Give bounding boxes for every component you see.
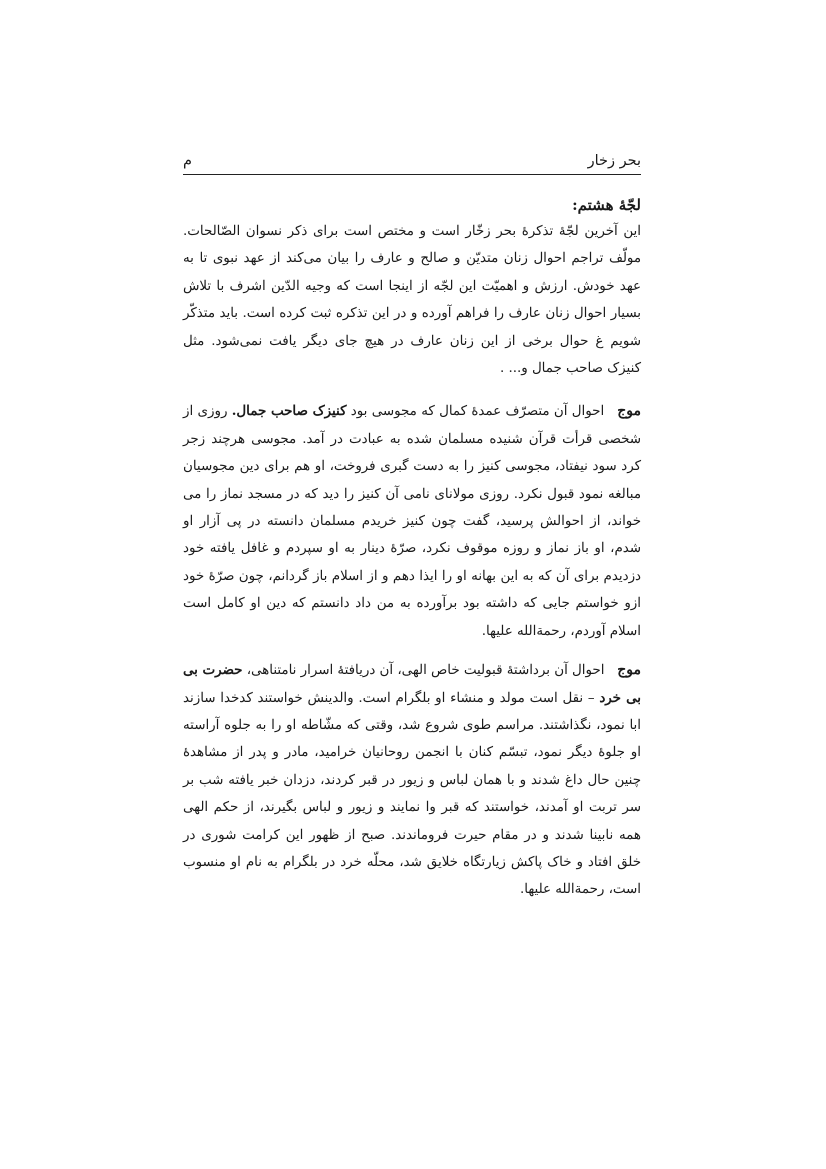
section-intro-paragraph: این آخرین لجّهٔ تذکرهٔ بحر زخّار است و مختص است برای ذکر نسوان الصّالحات. مولّف تراجم احوال زنان متدیّن و صالح و عارف را بیان می‌کند از عهد نبوی تا به عهد خودش. ارزش و اهمیّت این لجّه از اینجا است که وجیه الدّین اشرف با تلاش بسیار احوال زنان عارف را فراهم آورده و در این تذکره ثبت کرده است. باید متذکّر شویم غ حوال برخی از این زنان عارف در هیچ جای دیگر یافت نمی‌شود. مثل کنیزک صاحب جمال و... .	[183, 224, 641, 377]
section-heading: لجّهٔ هشتم:	[572, 196, 641, 214]
entry-paragraph	[183, 398, 641, 645]
entry-paragraph	[183, 657, 641, 904]
entry-name: کنیزک صاحب جمال.	[231, 403, 347, 420]
page-header	[183, 148, 641, 175]
entry-opening: احوال آن متصرّف عمدهٔ کمال که مجوسی بود	[350, 404, 605, 420]
book-title: بحر زخار	[587, 153, 641, 169]
entry-label: موج	[617, 403, 641, 420]
page-body	[183, 192, 641, 904]
entry-label: موج	[617, 662, 641, 679]
entry-name: حضرت بی بی خرد	[183, 662, 641, 706]
entry-opening: احوال آن برداشتهٔ قبولیت خاص الهی، آن دریافتهٔ اسرار نامتناهی،	[246, 663, 605, 679]
page-number: م	[183, 153, 192, 169]
entry-body: روزی از شخصی قرأت قرآن شنیده مسلمان شده به عبادت در آمد. مجوسی هرچند زجر کرد سود نیفتاد، مجوسی کنیز را به دست گبری فروخت، او هم برای دین مجوسیان مبالغه نمود قبول نکرد. روزی مولانای نامی آن کنیز را دید که در مسجد نماز را می خواند، از احوالش پرسید، گفت چون کنیز خریدم مسلمان دانسته در پی آزار او شدم، او باز نماز و روزه موقوف نکرد، صرّهٔ دینار به او سپردم و غافل یافته خود دزدیدم برای آن که به این بهانه او را ایذا دهم و از اسلام باز گردانم، چون صرّهٔ خود ازو خواستم جایی که داشته بود برآورده به من داد دانستم که دین او کامل است اسلام آوردم، رحمةالله علیها.	[183, 404, 641, 639]
entry-body: – نقل است مولد و منشاء او بلگرام است. والدینش خواستند کدخدا سازند ابا نمود، نگذاشتند. مراسم طوی شروع شد، وقتی که مشّاطه او را به جلوه آراسته او جلوهٔ دیگر نمود، تبسّم کنان با انجمن روحانیان خرامید، مادر و پدر از مشاهدهٔ چنین حال داغ شدند و با همان لباس و زیور در قبر کردند، دزدان خبر یافته شب بر سر تربت او آمدند، خواستند که قبر وا نمایند و زیور و لباس بگیرند، از حکم الهی همه نابینا شدند و در مقام حیرت فروماندند. صبح از ظهور این کرامت شوری در خلق افتاد و خاک پاکش زیارتگاه خلایق شد، محلّه خرد در بلگرام به نام او منسوب است، رحمةالله علیها.	[183, 690, 641, 898]
